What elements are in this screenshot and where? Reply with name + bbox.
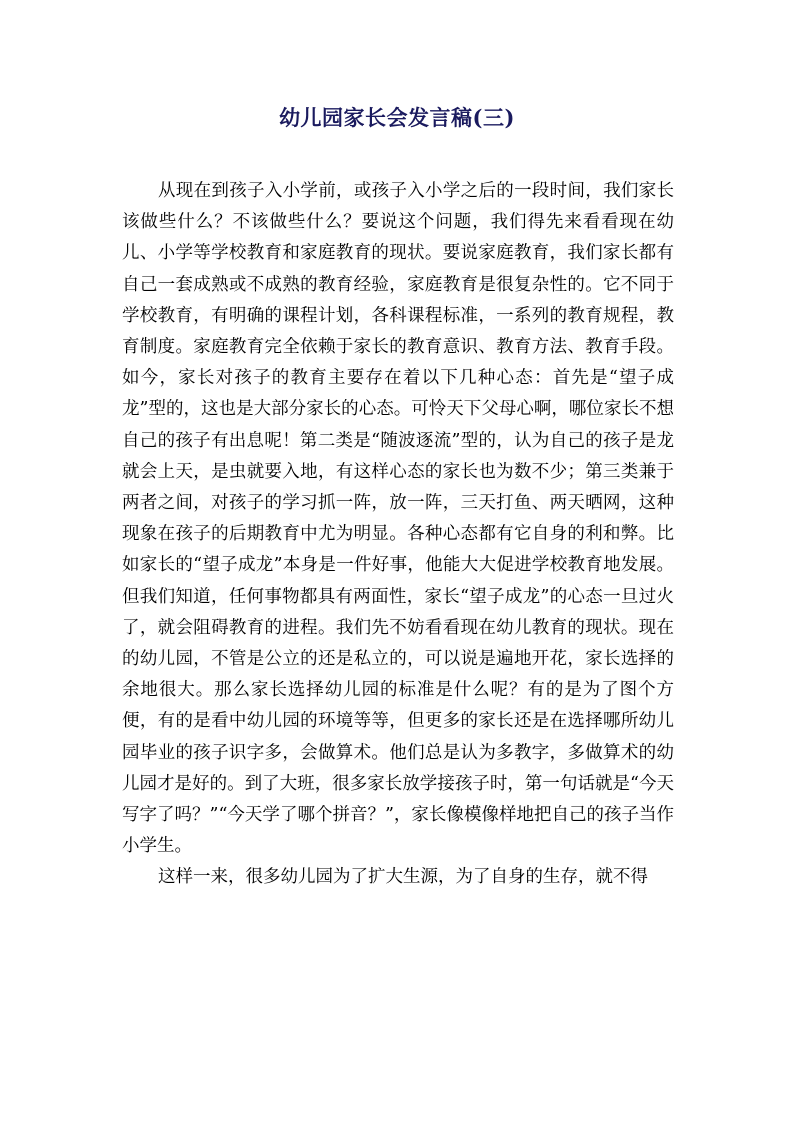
document-body bbox=[122, 176, 674, 894]
paragraph-2: 这样一来，很多幼儿园为了扩大生源，为了自身的生存，就不得 bbox=[158, 867, 648, 888]
paragraph-1: 从现在到孩子入小学前，或孩子入小学之后的一段时间，我们家长该做些什么？不该做些什么？要说这个问题，我们得先来看看现在幼儿、小学等学校教育和家庭教育的现状。要说家庭教育，我们家长都有自己一套成熟或不成熟的教育经验，家庭教育是很复杂性的。它不同于学校教育，有明确的课程计划，各科课程标准，一系列的教育规程，教育制度。家庭教育完全依赖于家长的教育意识、教育方法、教育手段。 如今，家长对孩子的教育主要存在着以下几种心态：首先是“望子成龙”型的，这也是大部分家长的心态。可怜天下父母心啊，哪位家长不想自己的孩子有出息呢！第二类是“随波逐流”型的，认为自己的孩子是龙就会上天，是虫就要入地，有这样心态的家长也为数不少；第三类兼于两者之间，对孩子的学习抓一阵，放一阵，三天打鱼、两天晒网，这种现象在孩子的后期教育中尤为明显。各种心态都有它自身的利和弊。比如家长的“望子成龙”本身是一件好事，他能大大促进学校教育地发展。但我们知道，任何事物都具有两面性，家长“望子成龙”的心态一旦过火了，就会阻碍教育的进程。我们先不妨看看现在幼儿教育的现状。现在的幼儿园，不管是公立的还是私立的，可以说是遍地开花，家长选择的余地很大。那么家长选择幼儿园的标准是什么呢？有的是为了图个方便，有的是看中幼儿园的环境等等，但更多的家长还是在选择哪所幼儿园毕业的孩子识字多，会做算术。他们总是认为多教字，多做算术的幼儿园才是好的。到了大班，很多家长放学接孩子时，第一句话就是“今天写字了吗？”“今天学了哪个拼音？”，家长像模像样地把自己的孩子当作小学生。 bbox=[122, 181, 674, 857]
document-title: 幼儿园家长会发言稿(三) bbox=[279, 105, 515, 130]
